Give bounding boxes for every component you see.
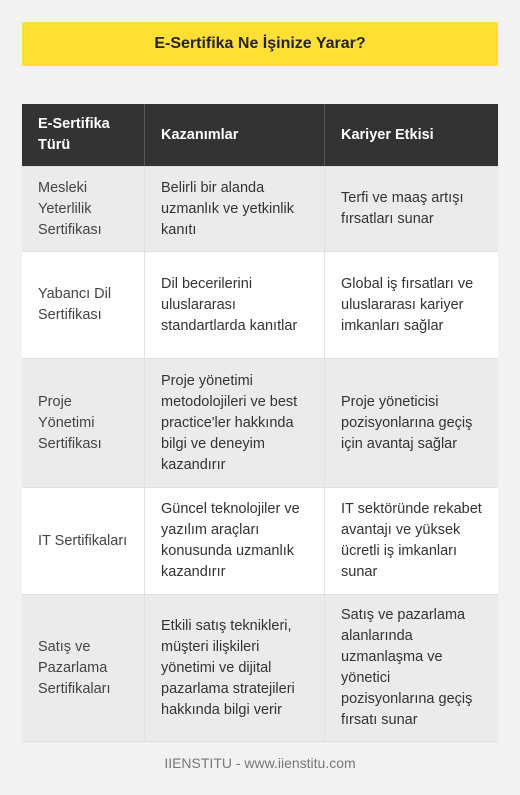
cell-certificate-type: Satış ve Pazarlama Sertifikaları xyxy=(22,595,145,741)
table-row xyxy=(22,488,498,595)
cell-career-impact: Satış ve pazarlama alanlarında uzmanlaşma ve yönetici pozisyonlarına geçiş fırsatı sunar xyxy=(341,607,473,728)
table-row xyxy=(22,359,498,488)
cell-career-impact: IT sektöründe rekabet avantajı ve yüksek ücretli iş imkanları sunar xyxy=(341,501,482,580)
cell-career-impact: Terfi ve maaş artışı fırsatları sunar xyxy=(341,190,464,227)
cell-gains: Etkili satış teknikleri, müşteri ilişkileri yönetimi ve dijital pazarlama stratejileri hakkında bilgi verir xyxy=(145,595,325,741)
cell-gains: Dil becerilerini uluslararası standartlarda kanıtlar xyxy=(145,252,325,358)
table-header-row xyxy=(22,104,498,167)
cell-career-impact: Global iş fırsatları ve uluslararası kariyer imkanları sağlar xyxy=(341,275,474,334)
cell-certificate-type: IT Sertifikaları xyxy=(22,488,145,594)
cell-gains: Güncel teknolojiler ve yazılım araçları konusunda uzmanlık kazandırır xyxy=(145,488,325,594)
header-certificate-type: E-Sertifika Türü xyxy=(22,104,145,166)
table-row xyxy=(22,167,498,252)
cell-certificate-type: Proje Yönetimi Sertifikası xyxy=(22,359,145,487)
certificate-table xyxy=(22,104,498,742)
table-row xyxy=(22,252,498,359)
header-career-impact: Kariyer Etkisi xyxy=(341,126,434,143)
cell-certificate-type: Mesleki Yeterlilik Sertifikası xyxy=(22,167,145,251)
cell-gains: Proje yönetimi metodolojileri ve best practice'ler hakkında bilgi ve deneyim kazandırır xyxy=(145,359,325,487)
page-title: E-Sertifika Ne İşinize Yarar? xyxy=(22,22,498,66)
cell-gains: Belirli bir alanda uzmanlık ve yetkinlik kanıtı xyxy=(145,167,325,251)
cell-career-impact: Proje yöneticisi pozisyonlarına geçiş için avantaj sağlar xyxy=(341,393,473,452)
header-gains: Kazanımlar xyxy=(145,104,325,166)
cell-certificate-type: Yabancı Dil Sertifikası xyxy=(22,252,145,358)
table-row xyxy=(22,595,498,742)
footer-credit: IIENSTITU - www.iienstitu.com xyxy=(164,755,356,771)
